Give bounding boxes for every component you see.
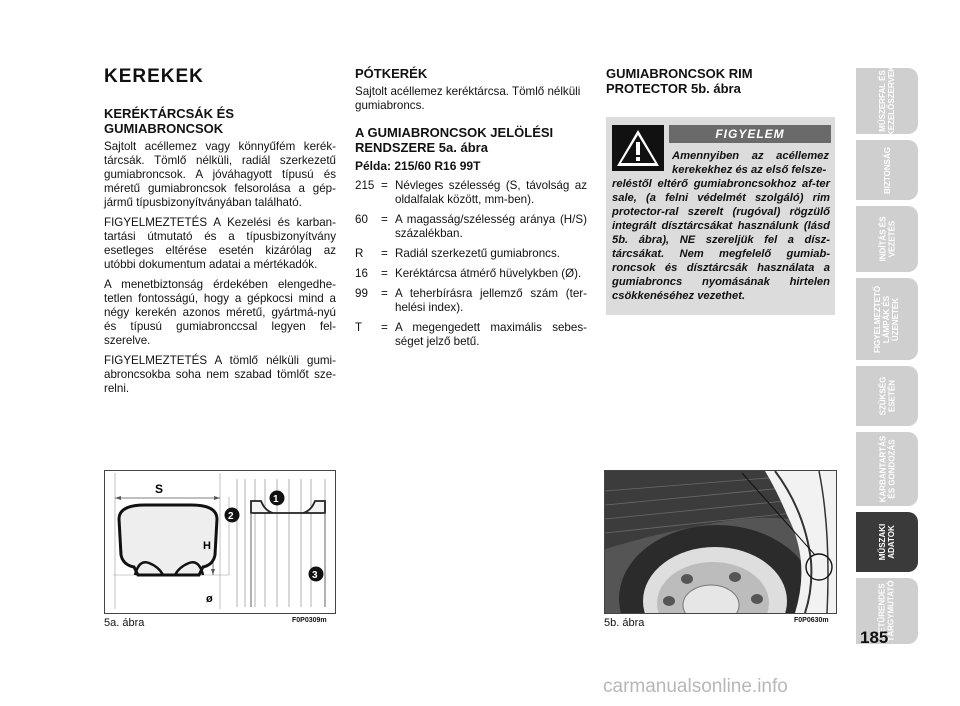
spec-row — [355, 321, 587, 349]
column-rim-protector — [606, 66, 836, 100]
marking-example: Példa: 215/60 R16 99T — [355, 159, 481, 173]
spec-equals: = — [381, 213, 388, 226]
callout-2: 2 — [228, 511, 234, 522]
section-title-marking: A GUMIABRONCSOK JELÖLÉSI RENDSZERE 5a. ábra — [355, 125, 554, 155]
spec-row — [355, 247, 587, 261]
tab-label: BETŰRENDES TÁRGYMUTATÓ — [878, 580, 896, 642]
spec-key: T — [355, 321, 363, 334]
section-title-rim-protector: GUMIABRONCSOK RIM PROTECTOR 5b. ábra — [606, 66, 753, 96]
spec-equals: = — [381, 267, 388, 280]
spec-row — [355, 287, 587, 315]
tab-label: SZÜKSÉG ESETÉN — [877, 376, 896, 416]
spec-equals: = — [381, 179, 388, 192]
column-wheels — [104, 66, 336, 402]
tab-label: MŰSZERFAL ÉS KEZELŐSZERVEK — [878, 65, 896, 137]
figure-b-code: F0P0630m — [794, 617, 829, 624]
tab-maintenance[interactable] — [856, 432, 918, 506]
spec-equals: = — [381, 287, 388, 300]
tab-technical-data[interactable] — [856, 512, 918, 572]
tab-instruments-controls[interactable] — [856, 65, 918, 137]
figure-tyre-section — [104, 470, 336, 614]
tab-warning-lights[interactable] — [856, 278, 918, 360]
paragraph-1: Sajtolt acéllemez vagy könnyűfém kerék-tárcsák. Tömlő nélküli, radiál szerkezetű gumiabroncsok. A jóváhagyott típusú és méretű gumiabroncsok felsorolása a gép-jármű típusbizonyítványában található. — [104, 140, 336, 209]
callout-3: 3 — [312, 570, 318, 581]
column-spare-marking — [355, 66, 587, 355]
paragraph-4: FIGYELMEZTETÉS A tömlő nélküli gumi-abroncsokba soha nem szabad tömlőt sze-relni. — [104, 354, 336, 395]
warning-label: FIGYELEM — [669, 125, 831, 143]
spec-key: 60 — [355, 213, 368, 226]
spec-value: A megengedett maximális sebes-séget jelző betű. — [395, 321, 587, 348]
spec-row — [355, 267, 587, 281]
page-number: 185 — [860, 628, 889, 647]
figure-wheel-photo — [604, 470, 837, 614]
label-s: S — [155, 482, 164, 496]
spare-text: Sajtolt acéllemez keréktárcsa. Tömlő nélküli gumiabroncs. — [355, 85, 581, 112]
spec-row — [355, 179, 587, 207]
callout-1: 1 — [273, 494, 279, 505]
spec-row — [355, 213, 587, 241]
tab-starting-driving[interactable] — [856, 206, 918, 272]
page-title: KEREKEK — [104, 66, 204, 87]
wheel-photo-drawing — [605, 471, 836, 613]
label-diameter: ø — [206, 593, 213, 605]
paragraph-2: FIGYELMEZTETÉS A Kezelési és karban-tartási útmutató és a típusbizonyítvány esetleges eltérése esetén kizárólag az utóbbi dokumentum adatai a mértékadók. — [104, 216, 336, 271]
figure-a-code: F0P0309m — [292, 617, 327, 624]
spec-value: Névleges szélesség (S, távolság az oldalfalak között, mm-ben). — [395, 179, 587, 206]
tab-label: INDÍTÁS ÉS VEZETÉS — [878, 216, 896, 262]
spec-key: 16 — [355, 267, 368, 280]
spec-key: R — [355, 247, 364, 260]
figure-a-caption: 5a. ábra — [104, 617, 145, 629]
spec-key: 215 — [355, 179, 375, 192]
tab-label: FIGYELMEZTETŐ LÁMPÁK ÉS ÜZENETEK — [873, 285, 901, 353]
section-title-spare: PÓTKERÉK — [355, 66, 428, 81]
tyre-cross-section-drawing — [105, 471, 335, 613]
spec-value: Radiál szerkezetű gumiabroncs. — [395, 247, 560, 260]
paragraph-3: A menetbiztonság érdekében elengedhe-tetlen fontosságú, hogy a gépkocsi mind a négy kerekén azonos méretű, gyártmá-nyú és típusú gumiabronccsal legyen fel-szerelve. — [104, 278, 336, 347]
spec-equals: = — [381, 247, 388, 260]
tab-safety[interactable] — [856, 140, 918, 200]
tab-emergency[interactable] — [856, 366, 918, 426]
spec-key: 99 — [355, 287, 368, 300]
label-h: H — [203, 540, 211, 552]
section-title-rims-tyres: KERÉKTÁRCSÁK ÉS GUMIABRONCSOK — [104, 106, 235, 136]
spec-value: Keréktárcsa átmérő hüvelykben (Ø). — [395, 267, 582, 280]
warning-text-rest: reléstől eltérő gumiabroncsokhoz af-ter sale, (a felni védelmét szolgáló) rim protector-ral szerelt (rugóval) rögzülő integrált dísztárcsákat használunk (lásd 5b. ábra), NE szereljük fel a dísz-tárcsákat. Nem megfelelő gumiab-roncsok és dísztárcsák használata a gumiabroncs nyomásának hirtelen csökkenéséhez vezethet. — [612, 178, 830, 302]
spec-value: A magasság/szélesség aránya (H/S) százalékban. — [395, 213, 587, 240]
spec-value: A teherbírásra jellemző szám (ter-helési index). — [395, 287, 587, 314]
tab-label: KARBANTARTÁS ÉS GONDOZÁS — [878, 435, 897, 503]
tab-label: BIZTONSÁG — [882, 146, 892, 194]
warning-text-first: Amennyiben az acéllemez kerekekhez és az első felsze- — [672, 150, 829, 176]
warning-triangle-icon — [612, 125, 664, 171]
figure-b-caption: 5b. ábra — [604, 617, 645, 629]
watermark: carmanualsonline.info — [603, 676, 788, 697]
spec-equals: = — [381, 321, 388, 334]
tab-label: MŰSZAKI ADATOK — [877, 523, 896, 561]
